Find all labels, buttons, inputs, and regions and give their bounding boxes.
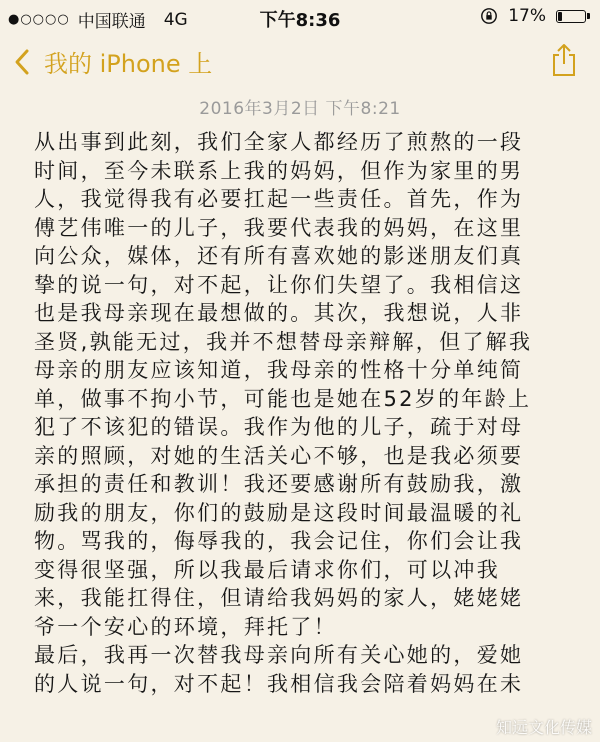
- note-line: 从出事到此刻，我们全家人都经历了煎熬的一段: [34, 130, 524, 154]
- note-line: 也是我母亲现在最想做的。其次，我想说，人非: [34, 301, 524, 325]
- status-time: 下午8:36: [259, 10, 341, 31]
- note-line: 傅艺伟唯一的儿子，我要代表我的妈妈，在这里: [34, 215, 524, 240]
- note-line: 单，做事不拘小节，可能也是她在52岁的年龄上: [34, 386, 532, 411]
- orientation-lock-icon: [480, 7, 498, 25]
- watermark-text: 知远文化传媒: [495, 718, 592, 737]
- note-line: 励我的朋友，你们的鼓励是这段时间最温暖的礼: [34, 500, 524, 525]
- status-right: [480, 6, 590, 26]
- note-line: 的人说一句，对不起！我相信我会陪着妈妈在未: [34, 671, 524, 696]
- note-line: 向公众，媒体，还有所有喜欢她的影迷朋友们真: [34, 244, 524, 268]
- network-type: 4G: [163, 9, 188, 30]
- share-icon[interactable]: [550, 42, 578, 78]
- note-line: 来，我能扛得住，但请给我妈妈的家人，姥姥姥: [34, 586, 524, 610]
- note-date: 2016年3月2日 下午8:21: [199, 99, 401, 119]
- chevron-left-icon: [14, 48, 30, 76]
- note-line: 亲的照顾，对她的生活关心不够，也是我必须要: [34, 443, 524, 468]
- battery-level-fill: [558, 12, 562, 21]
- note-line: 爷一个安心的环境，拜托了！: [34, 614, 337, 639]
- note-line: 人，我觉得我有必要扛起一些责任。首先，作为: [34, 187, 524, 211]
- note-line: 承担的责任和教训！我还要感谢所有鼓励我，激: [34, 472, 524, 496]
- watermark: [496, 715, 592, 738]
- battery-icon: [556, 10, 590, 23]
- nav-bar: [0, 36, 600, 90]
- note-line: 物。骂我的，侮辱我的，我会记住，你们会让我: [34, 529, 524, 553]
- note-line: 犯了不该犯的错误。我作为他的儿子，疏于对母: [34, 415, 524, 439]
- note-line: 挚的说一句，对不起，让你们失望了。我相信这: [34, 272, 524, 297]
- status-bar: [0, 0, 600, 34]
- note-line: 圣贤,孰能无过，我并不想替母亲辩解，但了解我: [34, 329, 533, 354]
- signal-strength-icon: ●○○○○: [8, 12, 70, 27]
- note-line: 最后，我再一次替我母亲向所有关心她的，爱她: [34, 643, 524, 667]
- note-body[interactable]: [34, 128, 574, 698]
- carrier-name: 中国联通: [77, 12, 146, 32]
- back-button[interactable]: [14, 44, 212, 79]
- note-line: 母亲的朋友应该知道，我母亲的性格十分单纯简: [34, 358, 524, 382]
- back-label: 我的 iPhone 上: [44, 50, 213, 78]
- note-line: 时间，至今未联系上我的妈妈，但作为家里的男: [34, 158, 524, 183]
- battery-percent: 17%: [508, 6, 546, 26]
- note-line: 变得很坚强，所以我最后请求你们，可以冲我: [34, 557, 500, 582]
